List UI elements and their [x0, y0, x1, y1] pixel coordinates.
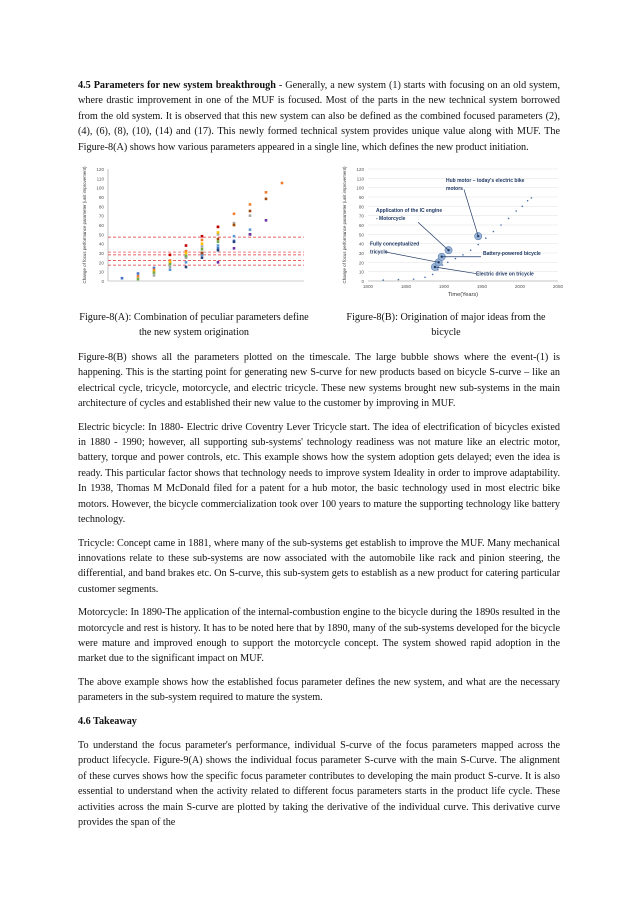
y-tick-label: 120	[96, 167, 104, 173]
section-4-5-heading: 4.5 Parameters for new system breakthrough	[78, 80, 276, 91]
data-point	[249, 203, 252, 206]
annotation-arrowhead	[437, 261, 439, 263]
figure-8-row	[78, 163, 564, 305]
data-point	[137, 275, 140, 278]
data-point	[233, 235, 236, 238]
annotation-arrowhead	[441, 256, 443, 258]
annotation-arrow	[435, 267, 476, 274]
y-tick-label: 50	[358, 232, 364, 238]
trend-point	[447, 262, 449, 264]
figure-8a-caption: Figure-8(A): Combination of peculiar parameters define the new system origination	[79, 312, 309, 339]
annotation-arrow	[464, 190, 478, 237]
data-point	[201, 235, 204, 238]
data-point	[217, 241, 220, 244]
trend-point	[455, 258, 457, 260]
y-tick-label: 110	[96, 176, 104, 182]
y-tick-label: 100	[356, 185, 364, 191]
data-point	[201, 252, 204, 255]
section-4-5-intro: - Generally, a new system (1) starts with focusing on an old system, where drastic improvement in one of the MUF is focused. Most of the parts in the new technical system borrowed from the old system. It is observed that this new system can also be defined as the combined focused parameters (2), (4), (6), (8), (10), (14) and (17). This newly formed technical system provides unique value along with MUF. The Figure-8(A) shows how various parameters appeared in a single line, which defines the new product initiation.	[78, 80, 560, 153]
y-axis-label: Change of focus performance parameter (unit improvement)	[342, 166, 347, 284]
y-tick-label: 70	[358, 213, 364, 219]
data-point	[217, 238, 220, 241]
data-point	[265, 191, 268, 194]
trend-point	[515, 210, 517, 212]
data-point	[249, 214, 252, 217]
y-tick-label: 60	[98, 223, 104, 229]
trend-point	[398, 279, 400, 281]
data-point	[249, 233, 252, 236]
data-point	[169, 266, 172, 269]
section-4-6-paragraph: To understand the focus parameter's performance, individual S-curve of the focus parameters mapped across the product lifecycle. Figure-9(A) shows the individual focus parameter S-curve with the main S-Curve. The alignment of these curves shows how the specific focus parameter contributes to developing the main product S-curve. It is also essential to understand when the activity related to different focus parameters starts in the product life cycle. These activities across the main S-curve are plotted by taking the derivative of the individual curve. This derivative curve provides the span of the	[78, 739, 560, 828]
data-point	[233, 224, 236, 227]
trend-point	[500, 224, 502, 226]
y-tick-label: 70	[98, 213, 104, 219]
trend-point	[531, 197, 533, 199]
y-tick-label: 90	[358, 195, 364, 201]
y-tick-label: 50	[98, 232, 104, 238]
annotation-label: Electric drive on tricycle	[476, 271, 534, 278]
x-tick-label: 1900	[438, 284, 450, 290]
figure-8b-chart	[322, 163, 562, 305]
y-tick-label: 40	[98, 241, 104, 247]
x-tick-label: 1950	[476, 284, 488, 290]
figure-8b-caption: Figure-8(B): Origination of major ideas from the bicycle	[346, 312, 546, 339]
y-tick-label: 0	[101, 279, 104, 285]
data-point	[233, 247, 236, 250]
data-point	[217, 261, 220, 264]
y-tick-label: 30	[98, 251, 104, 257]
data-point	[201, 248, 204, 251]
trend-point	[462, 254, 464, 256]
annotation-label: Fully conceptualized	[370, 241, 420, 248]
data-point	[201, 256, 204, 259]
annotation-arrow	[386, 252, 439, 262]
data-point	[265, 219, 268, 222]
trend-point	[442, 264, 444, 266]
body-paragraph-motorcycle: Motorcycle: In 1890-The application of the internal-combustion engine to the bicycle during the 1890s resulted in the motorcycle and rest is history. It has to be noted here that by 1890, many of the sub-systems developed for the bicycle were mature and improved enough to support the motorcycle concept. The system showed rapid adoption in the market due to the significant impact on MUF.	[78, 607, 560, 665]
figure-8-captions	[78, 310, 560, 350]
trend-point	[527, 200, 529, 202]
data-point	[185, 261, 188, 264]
data-point	[201, 239, 204, 242]
annotation-label: - Motorcycle	[376, 215, 406, 222]
data-point	[169, 254, 172, 257]
x-tick-label: 1850	[400, 284, 412, 290]
trend-point	[493, 231, 495, 233]
annotation-arrowhead	[477, 235, 479, 237]
annotation-arrowhead	[447, 249, 449, 251]
x-tick-label: 1800	[362, 284, 374, 290]
trend-point	[508, 218, 510, 220]
y-tick-label: 90	[98, 195, 104, 201]
x-axis-label: Time(Years)	[447, 292, 479, 299]
trend-point	[413, 278, 415, 280]
data-point	[153, 271, 156, 274]
y-tick-label: 20	[98, 260, 104, 266]
data-point	[217, 226, 220, 229]
annotation-arrowhead	[434, 266, 436, 268]
annotation-label: Application of the IC engine	[376, 207, 443, 214]
body-paragraph-summary: The above example shows how the established focus parameter defines the new system, and what are the necessary parameters in the sub-system required to mature the system.	[78, 676, 560, 704]
section-4-5-paragraph	[78, 78, 560, 155]
y-tick-label: 60	[358, 223, 364, 229]
y-tick-label: 80	[358, 204, 364, 210]
y-tick-label: 110	[356, 176, 364, 182]
figure-8a-chart	[78, 163, 308, 305]
data-point	[265, 198, 268, 201]
data-point	[281, 182, 284, 185]
data-point	[169, 269, 172, 272]
y-tick-label: 10	[358, 269, 364, 275]
data-point	[185, 255, 188, 258]
annotation-label: motors	[446, 186, 463, 193]
data-point	[201, 242, 204, 245]
data-point	[153, 274, 156, 277]
annotation-label: tricycle	[370, 249, 388, 256]
data-point	[185, 252, 188, 255]
y-tick-label: 20	[358, 260, 364, 266]
data-point	[249, 210, 252, 213]
data-point	[233, 213, 236, 216]
data-point	[217, 231, 220, 234]
x-tick-label: 2050	[552, 284, 564, 290]
data-point	[249, 228, 252, 231]
y-tick-label: 80	[98, 204, 104, 210]
trend-point	[521, 206, 523, 208]
trend-point	[485, 237, 487, 239]
data-point	[233, 241, 236, 244]
y-tick-label: 120	[356, 167, 364, 173]
trend-point	[432, 274, 434, 276]
trend-point	[477, 244, 479, 246]
y-tick-label: 40	[358, 241, 364, 247]
section-4-6-heading: 4.6 Takeaway	[78, 715, 137, 727]
y-tick-label: 10	[98, 269, 104, 275]
x-tick-label: 2000	[514, 284, 526, 290]
y-axis-label: Change of focus performance parameter (unit improvement)	[82, 166, 87, 284]
y-tick-label: 30	[358, 251, 364, 257]
trend-point	[424, 276, 426, 278]
data-point	[185, 244, 188, 247]
data-point	[201, 245, 204, 248]
y-tick-label: 0	[361, 279, 364, 285]
annotation-label: Battery-powered bicycle	[483, 250, 541, 257]
data-point	[217, 244, 220, 247]
data-point	[185, 266, 188, 269]
data-point	[137, 278, 140, 281]
body-paragraph-tricycle: Tricycle: Concept came in 1881, where many of the sub-systems get establish to improve the MUF. Many mechanical innovations relate to these sub-systems are now associated with the automobile like rack and pinion steering, the differential, and band brakes etc. On S-curve, this sub-system gets to establish as a new product for catering particular customer segments.	[78, 537, 560, 595]
body-paragraph-electric-bicycle: Electric bicycle: In 1880- Electric drive Coventry Lever Tricycle start. The idea of electrification of bicycles existed in 1880 - 1990; however, all supporting sub-systems' technology readiness was not mature like an electric motor, battery, torque and power controls, etc. This example shows how the system adoption gets delayed; even the idea is ready. This particular factor shows that technology needs to improve system Ideality in order to improve adaptability. In 1938, Thomas M McDonald filed for a patent for a hub motor, the basic technology used in most electric bike motors. However, the bicycle commercialization took over 100 years to mature the supporting technology like battery technology.	[78, 421, 560, 526]
body-paragraph-1: Figure-8(B) shows all the parameters plotted on the timescale. The large bubble shows where the event-(1) is happening. This is the starting point for generating new S-curve for new products based on bicycle S-curve – like an electrical cycle, tricycle, motorcycle, and electric tricycle. These new systems brought new sub-systems in the main architecture of cycles and established their new value to the customer by improving in MUF.	[78, 352, 560, 410]
data-point	[217, 249, 220, 252]
y-tick-label: 100	[96, 185, 104, 191]
data-point	[121, 277, 124, 280]
trend-point	[382, 279, 384, 281]
trend-point	[470, 249, 472, 251]
paper-page	[78, 78, 564, 830]
annotation-arrow	[418, 222, 449, 250]
data-point	[169, 263, 172, 266]
annotation-label: Hub motor – today's electric bike	[446, 178, 525, 185]
data-point	[137, 272, 140, 275]
